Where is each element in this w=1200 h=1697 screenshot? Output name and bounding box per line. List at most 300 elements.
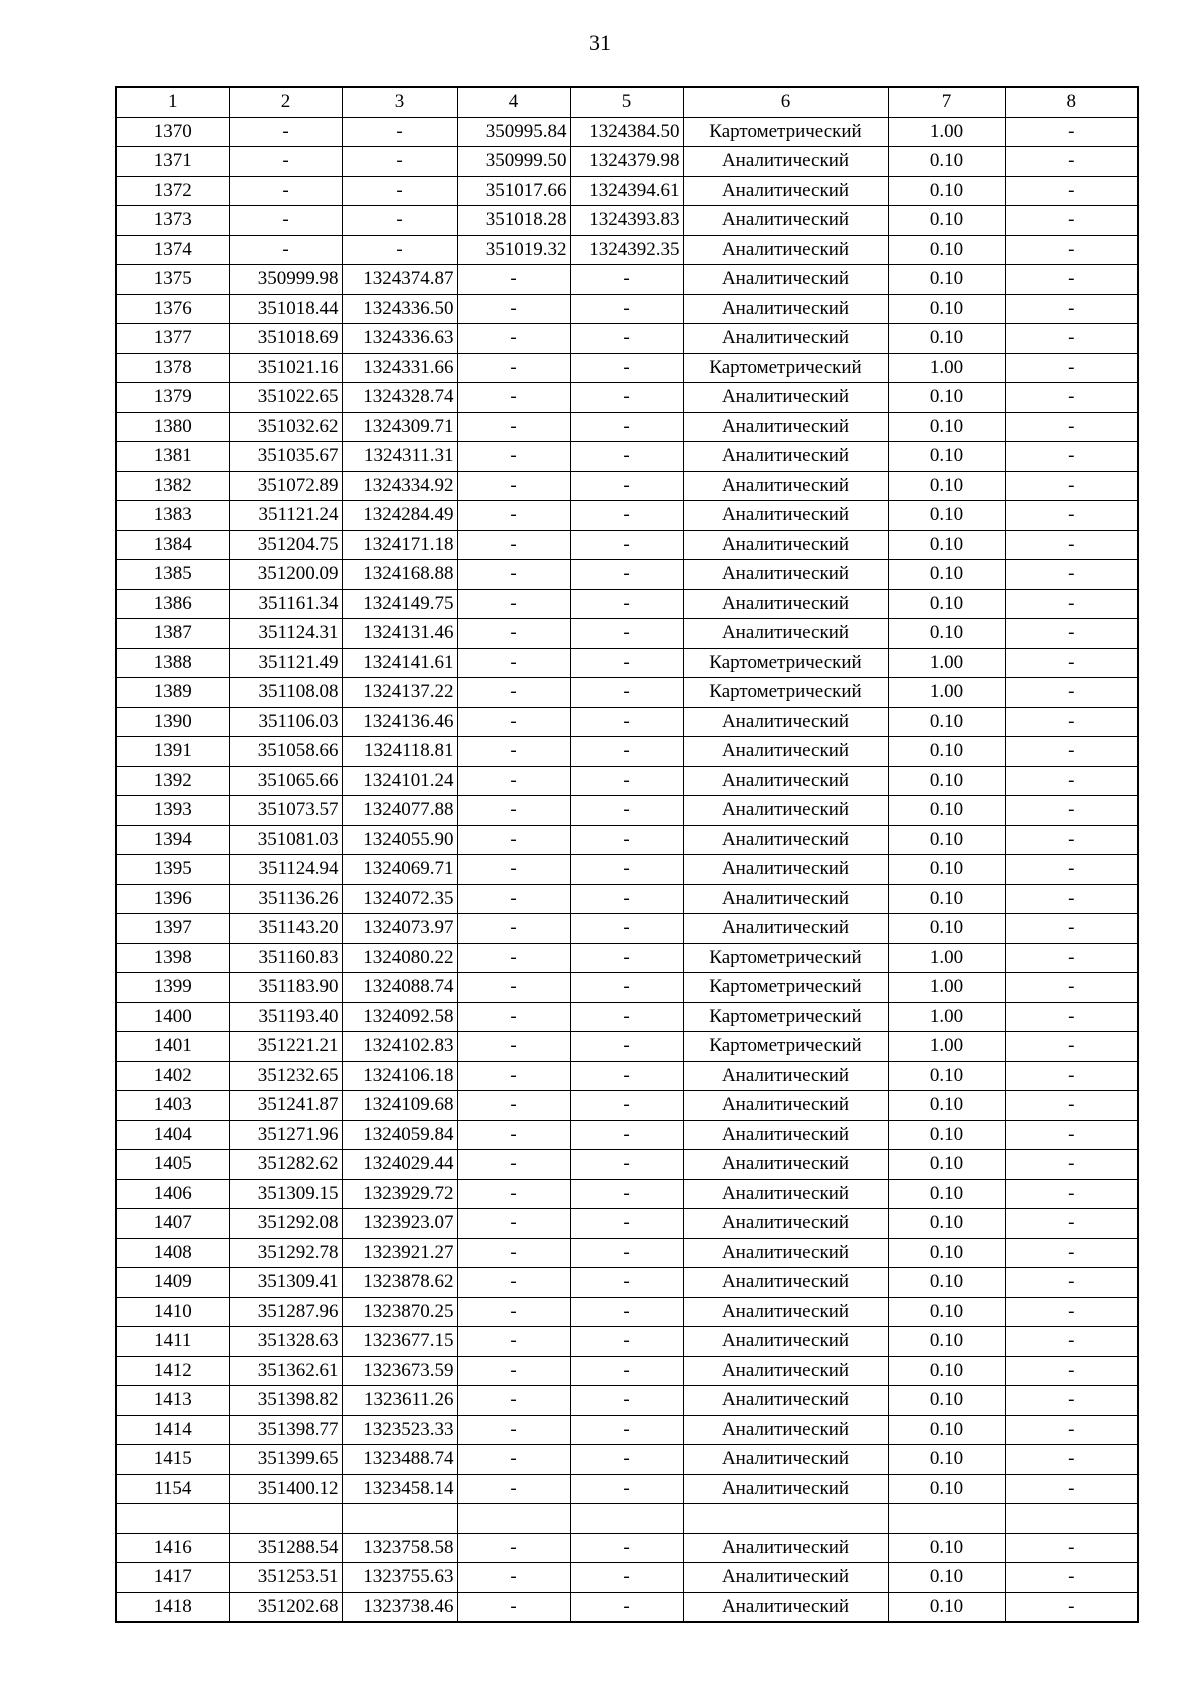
table-cell: 1.00 (888, 943, 1005, 973)
table-cell: - (570, 501, 683, 531)
table-cell: - (570, 1209, 683, 1239)
table-cell: 1411 (116, 1327, 229, 1357)
table-cell: 0.10 (888, 1563, 1005, 1593)
table-cell: - (1005, 530, 1138, 560)
table-cell: 0.10 (888, 1297, 1005, 1327)
table-cell: 1376 (116, 294, 229, 324)
table-row (116, 265, 1138, 295)
table-row (116, 825, 1138, 855)
table-cell: 1415 (116, 1445, 229, 1475)
table-cell: 1403 (116, 1091, 229, 1121)
table-cell: 1323921.27 (342, 1238, 457, 1268)
table-cell: - (457, 1592, 570, 1622)
table-cell: Аналитический (683, 412, 888, 442)
table-cell: - (457, 353, 570, 383)
table-cell: - (1005, 1445, 1138, 1475)
table-cell: - (457, 1297, 570, 1327)
table-cell: 1324118.81 (342, 737, 457, 767)
table-cell: 1414 (116, 1415, 229, 1445)
table-cell: 1400 (116, 1002, 229, 1032)
table-row (116, 206, 1138, 236)
table-row (116, 1415, 1138, 1445)
table-cell: 0.10 (888, 1474, 1005, 1504)
table-cell: Аналитический (683, 1563, 888, 1593)
table-cell: Аналитический (683, 560, 888, 590)
table-cell: - (1005, 619, 1138, 649)
table-cell: - (570, 1445, 683, 1475)
table-cell: Аналитический (683, 1415, 888, 1445)
table-cell: - (1005, 1238, 1138, 1268)
table-cell: 0.10 (888, 1179, 1005, 1209)
table-row (116, 412, 1138, 442)
table-row (116, 1563, 1138, 1593)
table-cell: 1324029.44 (342, 1150, 457, 1180)
table-cell: 1323458.14 (342, 1474, 457, 1504)
table-cell: - (570, 1592, 683, 1622)
table-cell: 0.10 (888, 1120, 1005, 1150)
table-row (116, 943, 1138, 973)
table-cell: - (342, 176, 457, 206)
table-cell: 0.10 (888, 471, 1005, 501)
table-cell: - (457, 619, 570, 649)
table-cell: 0.10 (888, 914, 1005, 944)
table-cell: - (570, 648, 683, 678)
table-cell: 1323738.46 (342, 1592, 457, 1622)
table-cell: 1324136.46 (342, 707, 457, 737)
table-cell: 1.00 (888, 973, 1005, 1003)
table-cell: 1395 (116, 855, 229, 885)
table-cell: - (457, 324, 570, 354)
table-cell: 1401 (116, 1032, 229, 1062)
table-cell: 0.10 (888, 560, 1005, 590)
table-cell: - (1005, 855, 1138, 885)
table-cell: - (1005, 265, 1138, 295)
table-cell: 1324080.22 (342, 943, 457, 973)
table-cell: - (1005, 176, 1138, 206)
table-cell: 1383 (116, 501, 229, 531)
table-cell: 1.00 (888, 1032, 1005, 1062)
table-cell: 350995.84 (457, 117, 570, 147)
table-cell: 1324069.71 (342, 855, 457, 885)
table-cell: - (570, 619, 683, 649)
table-cell: - (570, 1268, 683, 1298)
table-cell: - (1005, 501, 1138, 531)
table-cell: - (1005, 560, 1138, 590)
table-cell: - (570, 943, 683, 973)
table-cell: - (570, 530, 683, 560)
table-cell: 1324059.84 (342, 1120, 457, 1150)
table-cell: - (457, 943, 570, 973)
table-cell: 0.10 (888, 383, 1005, 413)
table-cell: Аналитический (683, 1533, 888, 1563)
column-header: 8 (1005, 87, 1138, 117)
table-cell: - (570, 855, 683, 885)
table-cell: Аналитический (683, 1238, 888, 1268)
table-cell: Аналитический (683, 1268, 888, 1298)
table-cell: 1324131.46 (342, 619, 457, 649)
table-cell: 351018.44 (229, 294, 342, 324)
table-cell: - (229, 147, 342, 177)
table-row (116, 1533, 1138, 1563)
table-row (116, 707, 1138, 737)
table-cell: 351328.63 (229, 1327, 342, 1357)
table-cell: - (457, 884, 570, 914)
table-cell: 0.10 (888, 855, 1005, 885)
table-cell: Аналитический (683, 383, 888, 413)
table-cell: 351143.20 (229, 914, 342, 944)
table-row (116, 560, 1138, 590)
table-cell: 1391 (116, 737, 229, 767)
table-cell: 1416 (116, 1533, 229, 1563)
table-cell: - (1005, 412, 1138, 442)
table-cell (342, 1504, 457, 1534)
table-cell: 350999.98 (229, 265, 342, 295)
table-cell: - (1005, 796, 1138, 826)
table-cell: 1324101.24 (342, 766, 457, 796)
table-cell: 1323929.72 (342, 1179, 457, 1209)
table-cell: - (342, 147, 457, 177)
coordinates-table (115, 86, 1139, 1623)
table-cell: 0.10 (888, 176, 1005, 206)
table-cell: 1418 (116, 1592, 229, 1622)
table-cell: - (570, 412, 683, 442)
table-cell: 1324336.63 (342, 324, 457, 354)
table-cell: - (570, 589, 683, 619)
table-cell: 1324392.35 (570, 235, 683, 265)
table-cell: Аналитический (683, 1445, 888, 1475)
column-header: 2 (229, 87, 342, 117)
table-cell: Аналитический (683, 147, 888, 177)
table-cell: 1408 (116, 1238, 229, 1268)
table-cell: - (570, 884, 683, 914)
table-cell: 1396 (116, 884, 229, 914)
table-cell: - (1005, 1415, 1138, 1445)
table-cell: Картометрический (683, 1002, 888, 1032)
table-cell: 1324077.88 (342, 796, 457, 826)
table-cell: - (570, 265, 683, 295)
table-row (116, 324, 1138, 354)
table-cell: - (457, 1091, 570, 1121)
table-row (116, 884, 1138, 914)
table-cell: - (342, 235, 457, 265)
table-cell: 351292.08 (229, 1209, 342, 1239)
table-row (116, 1238, 1138, 1268)
table-cell: Аналитический (683, 737, 888, 767)
table-cell: - (457, 796, 570, 826)
table-cell: 1323878.62 (342, 1268, 457, 1298)
table-cell: 351183.90 (229, 973, 342, 1003)
table-header-row (116, 87, 1138, 117)
table-row (116, 973, 1138, 1003)
table-cell: - (457, 589, 570, 619)
table-cell: 1324384.50 (570, 117, 683, 147)
table-cell: Аналитический (683, 294, 888, 324)
table-cell: 1417 (116, 1563, 229, 1593)
table-cell: 0.10 (888, 1386, 1005, 1416)
table-cell: - (570, 825, 683, 855)
table-cell: - (457, 825, 570, 855)
table-cell: Аналитический (683, 707, 888, 737)
table-cell: 1324106.18 (342, 1061, 457, 1091)
column-header: 5 (570, 87, 683, 117)
table-cell: - (457, 1032, 570, 1062)
table-cell: 1323870.25 (342, 1297, 457, 1327)
table-cell: 0.10 (888, 1238, 1005, 1268)
table-row (116, 589, 1138, 619)
table-cell: 1324073.97 (342, 914, 457, 944)
table-cell: 1380 (116, 412, 229, 442)
table-cell: 0.10 (888, 884, 1005, 914)
table-cell: 1324393.83 (570, 206, 683, 236)
table-cell: 351241.87 (229, 1091, 342, 1121)
table-cell: - (457, 1002, 570, 1032)
table-cell: 1323488.74 (342, 1445, 457, 1475)
table-cell: - (1005, 825, 1138, 855)
table-cell: - (570, 1238, 683, 1268)
table-cell: 1379 (116, 383, 229, 413)
table-cell: Аналитический (683, 530, 888, 560)
table-cell: 1324336.50 (342, 294, 457, 324)
table-cell: - (570, 766, 683, 796)
table-cell: Аналитический (683, 766, 888, 796)
table-cell: - (1005, 1120, 1138, 1150)
table-cell: 351018.69 (229, 324, 342, 354)
table-cell: - (570, 1533, 683, 1563)
table-cell: - (570, 1327, 683, 1357)
table-cell: 1324149.75 (342, 589, 457, 619)
table-cell: 350999.50 (457, 147, 570, 177)
table-cell: 0.10 (888, 1061, 1005, 1091)
table-cell: Картометрический (683, 973, 888, 1003)
table-row (116, 501, 1138, 531)
table-cell: - (570, 294, 683, 324)
table-cell: 1324328.74 (342, 383, 457, 413)
table-cell: Аналитический (683, 1209, 888, 1239)
table-cell: 0.10 (888, 206, 1005, 236)
table-row (116, 1061, 1138, 1091)
table-cell: 0.10 (888, 737, 1005, 767)
table-cell: 351292.78 (229, 1238, 342, 1268)
table-cell: 1324072.35 (342, 884, 457, 914)
table-cell: - (457, 1563, 570, 1593)
table-cell: 1402 (116, 1061, 229, 1091)
table-cell: 1324092.58 (342, 1002, 457, 1032)
table-cell: Аналитический (683, 501, 888, 531)
table-cell: - (457, 914, 570, 944)
table-row (116, 914, 1138, 944)
table-cell: 351309.15 (229, 1179, 342, 1209)
table-cell: 351108.08 (229, 678, 342, 708)
table-cell: Аналитический (683, 855, 888, 885)
table-cell: Картометрический (683, 117, 888, 147)
table-cell: Картометрический (683, 678, 888, 708)
table-cell: 351032.62 (229, 412, 342, 442)
column-header: 7 (888, 87, 1005, 117)
table-cell: Аналитический (683, 235, 888, 265)
table-row (116, 294, 1138, 324)
table-cell: 351058.66 (229, 737, 342, 767)
table-cell: 0.10 (888, 1209, 1005, 1239)
table-cell: 1323758.58 (342, 1533, 457, 1563)
table-cell: 351221.21 (229, 1032, 342, 1062)
table-cell: - (457, 678, 570, 708)
table-cell (229, 1504, 342, 1534)
table-cell: 0.10 (888, 1268, 1005, 1298)
table-cell: Аналитический (683, 265, 888, 295)
table-cell: 351073.57 (229, 796, 342, 826)
table-cell: 1398 (116, 943, 229, 973)
table-row (116, 1120, 1138, 1150)
table-cell: - (457, 412, 570, 442)
table-cell: 351160.83 (229, 943, 342, 973)
table-cell (457, 1504, 570, 1534)
table-cell: Аналитический (683, 619, 888, 649)
table-cell: 351018.28 (457, 206, 570, 236)
table-cell: - (1005, 206, 1138, 236)
table-cell: 351399.65 (229, 1445, 342, 1475)
table-cell: Аналитический (683, 1386, 888, 1416)
table-cell: Аналитический (683, 796, 888, 826)
table-cell: - (570, 1179, 683, 1209)
table-cell: - (457, 383, 570, 413)
table-cell: 1412 (116, 1356, 229, 1386)
table-cell: 0.10 (888, 1445, 1005, 1475)
table-cell: - (1005, 147, 1138, 177)
table-cell: 351204.75 (229, 530, 342, 560)
table-cell: 351232.65 (229, 1061, 342, 1091)
table-cell: - (570, 324, 683, 354)
table-cell: 1324102.83 (342, 1032, 457, 1062)
table-cell: 1392 (116, 766, 229, 796)
table-cell: - (570, 796, 683, 826)
table-cell: - (570, 1002, 683, 1032)
table-cell: - (1005, 707, 1138, 737)
table-cell: - (1005, 324, 1138, 354)
table-cell: 1384 (116, 530, 229, 560)
table-cell: 1323523.33 (342, 1415, 457, 1445)
table-cell: - (457, 1445, 570, 1475)
table-row (116, 1150, 1138, 1180)
table-row (116, 1032, 1138, 1062)
table-cell: 1374 (116, 235, 229, 265)
table-cell: - (1005, 1592, 1138, 1622)
table-row (116, 1474, 1138, 1504)
table-cell: 1377 (116, 324, 229, 354)
table-cell (888, 1504, 1005, 1534)
table-cell: 1324331.66 (342, 353, 457, 383)
table-row (116, 1327, 1138, 1357)
table-cell (1005, 1504, 1138, 1534)
table-cell: - (1005, 914, 1138, 944)
table-cell: 351400.12 (229, 1474, 342, 1504)
table-cell: 351121.49 (229, 648, 342, 678)
table-cell: 1323611.26 (342, 1386, 457, 1416)
table-cell: 1375 (116, 265, 229, 295)
table-cell: 1413 (116, 1386, 229, 1416)
table-cell (116, 1504, 229, 1534)
table-cell: 1324088.74 (342, 973, 457, 1003)
table-cell: 351398.77 (229, 1415, 342, 1445)
table-cell: 1324394.61 (570, 176, 683, 206)
table-cell: - (457, 471, 570, 501)
table-cell: Аналитический (683, 206, 888, 236)
table-cell: 351021.16 (229, 353, 342, 383)
table-cell: - (457, 1268, 570, 1298)
table-cell: - (342, 117, 457, 147)
table-cell: - (457, 1474, 570, 1504)
column-header: 3 (342, 87, 457, 117)
table-row (116, 855, 1138, 885)
table-cell: - (570, 383, 683, 413)
table-cell: Аналитический (683, 589, 888, 619)
table-cell: 0.10 (888, 1592, 1005, 1622)
table-cell: 1323755.63 (342, 1563, 457, 1593)
table-cell: - (1005, 294, 1138, 324)
table-cell: 0.10 (888, 324, 1005, 354)
table-cell: 0.10 (888, 619, 1005, 649)
table-cell: - (570, 1474, 683, 1504)
table-cell: 0.10 (888, 1327, 1005, 1357)
table-cell: 1389 (116, 678, 229, 708)
table-cell: - (570, 914, 683, 944)
table-cell: - (342, 206, 457, 236)
table-cell: - (1005, 943, 1138, 973)
table-cell: Аналитический (683, 1297, 888, 1327)
table-cell: 1390 (116, 707, 229, 737)
table-row (116, 1002, 1138, 1032)
table-row (116, 1356, 1138, 1386)
table-cell: - (1005, 1209, 1138, 1239)
table-row (116, 1209, 1138, 1239)
table-cell: - (1005, 1091, 1138, 1121)
table-cell: 351398.82 (229, 1386, 342, 1416)
table-cell: - (457, 1386, 570, 1416)
table-cell: 0.10 (888, 589, 1005, 619)
table-cell: - (457, 648, 570, 678)
table-cell: 1407 (116, 1209, 229, 1239)
table-cell: 351019.32 (457, 235, 570, 265)
table-cell: Аналитический (683, 1474, 888, 1504)
table-row (116, 471, 1138, 501)
table-cell: - (457, 1533, 570, 1563)
table-cell: 1394 (116, 825, 229, 855)
table-row (116, 383, 1138, 413)
table-cell: - (1005, 766, 1138, 796)
table-cell: - (570, 1120, 683, 1150)
table-cell: 1323923.07 (342, 1209, 457, 1239)
table-row (116, 530, 1138, 560)
table-cell: 1324141.61 (342, 648, 457, 678)
table-cell: 351065.66 (229, 766, 342, 796)
table-cell: - (457, 1120, 570, 1150)
table-cell: 1324374.87 (342, 265, 457, 295)
table-cell: Картометрический (683, 1032, 888, 1062)
table-cell: 1397 (116, 914, 229, 944)
table-cell: 351106.03 (229, 707, 342, 737)
table-cell: 1373 (116, 206, 229, 236)
table-cell: - (570, 1563, 683, 1593)
table-row (116, 176, 1138, 206)
table-cell: Аналитический (683, 1091, 888, 1121)
table-cell: - (1005, 353, 1138, 383)
table-cell (570, 1504, 683, 1534)
table-cell: - (1005, 442, 1138, 472)
column-header: 4 (457, 87, 570, 117)
table-cell: 351288.54 (229, 1533, 342, 1563)
table-cell: 0.10 (888, 825, 1005, 855)
table-row (116, 1504, 1138, 1534)
table-cell: - (570, 1091, 683, 1121)
